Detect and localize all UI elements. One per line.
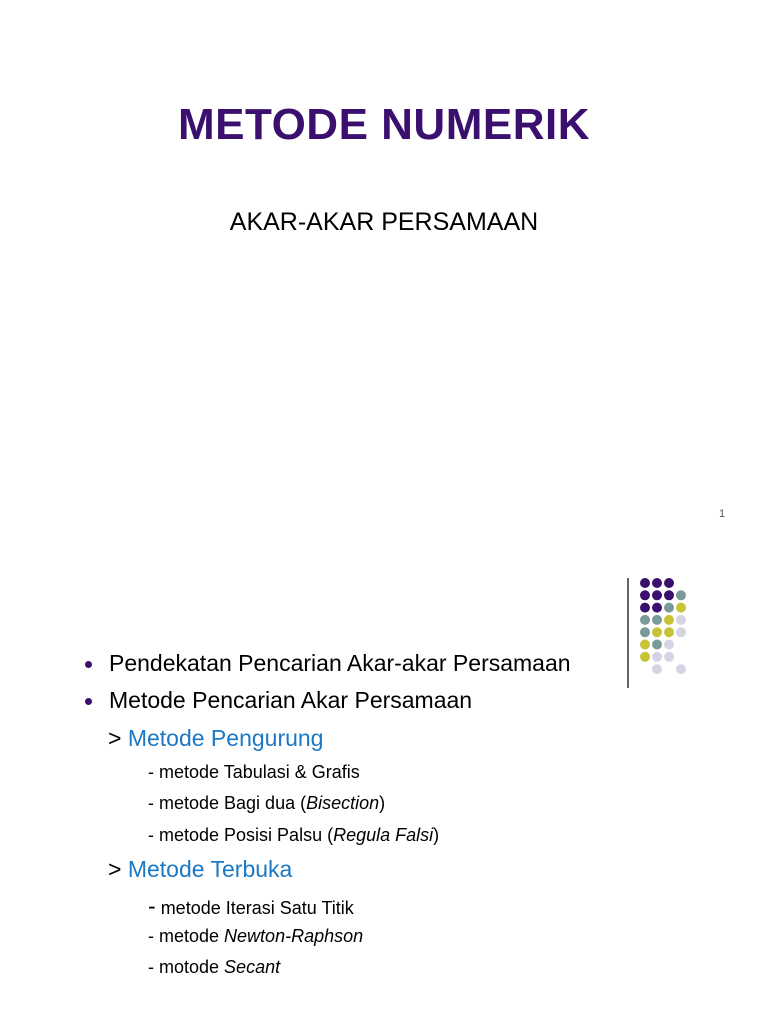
decorative-dot	[664, 640, 674, 650]
decorative-dot	[664, 590, 674, 600]
page-number: 1	[719, 508, 726, 520]
decorative-dot	[676, 590, 686, 600]
subheading-metode-terbuka: > Metode Terbuka	[108, 856, 293, 882]
decorative-dot	[664, 603, 674, 613]
decorative-dot	[652, 640, 662, 650]
slide-subtitle: AKAR-AKAR PERSAMAAN	[229, 208, 539, 236]
decorative-dot	[640, 590, 650, 600]
list-item: - metode Iterasi Satu Titik	[148, 893, 354, 919]
decorative-dot	[652, 578, 662, 588]
decorative-dot	[652, 615, 662, 625]
decorative-dot	[664, 627, 674, 637]
decorative-dot	[640, 615, 650, 625]
list-item: - metode Bagi dua (Bisection)	[148, 793, 386, 813]
slide-title: METODE NUMERIK	[178, 100, 590, 149]
decorative-dot	[652, 652, 662, 662]
decorative-dot	[676, 627, 686, 637]
decorative-dot	[640, 652, 650, 662]
decorative-dot	[676, 615, 686, 625]
decorative-dot	[652, 603, 662, 613]
decorative-dot	[676, 664, 686, 674]
decorative-dot	[664, 615, 674, 625]
decorative-dot	[664, 578, 674, 588]
decorative-dot	[640, 640, 650, 650]
decorative-dot-grid	[627, 576, 707, 692]
list-item: - metode Posisi Palsu (Regula Falsi)	[148, 825, 440, 845]
list-item: - metode Newton-Raphson	[148, 926, 364, 946]
decorative-dot	[676, 603, 686, 613]
list-item: - metode Tabulasi & Grafis	[148, 762, 360, 782]
decorative-dot	[664, 652, 674, 662]
decorative-dot	[652, 664, 662, 674]
list-item: - motode Secant	[148, 957, 281, 977]
decorative-dot	[640, 627, 650, 637]
decorative-dot	[640, 603, 650, 613]
dot-grid-dots	[640, 578, 686, 674]
decorative-dot	[640, 578, 650, 588]
decorative-dot	[652, 590, 662, 600]
subheading-metode-pengurung: > Metode Pengurung	[108, 725, 324, 751]
decorative-dot	[652, 627, 662, 637]
